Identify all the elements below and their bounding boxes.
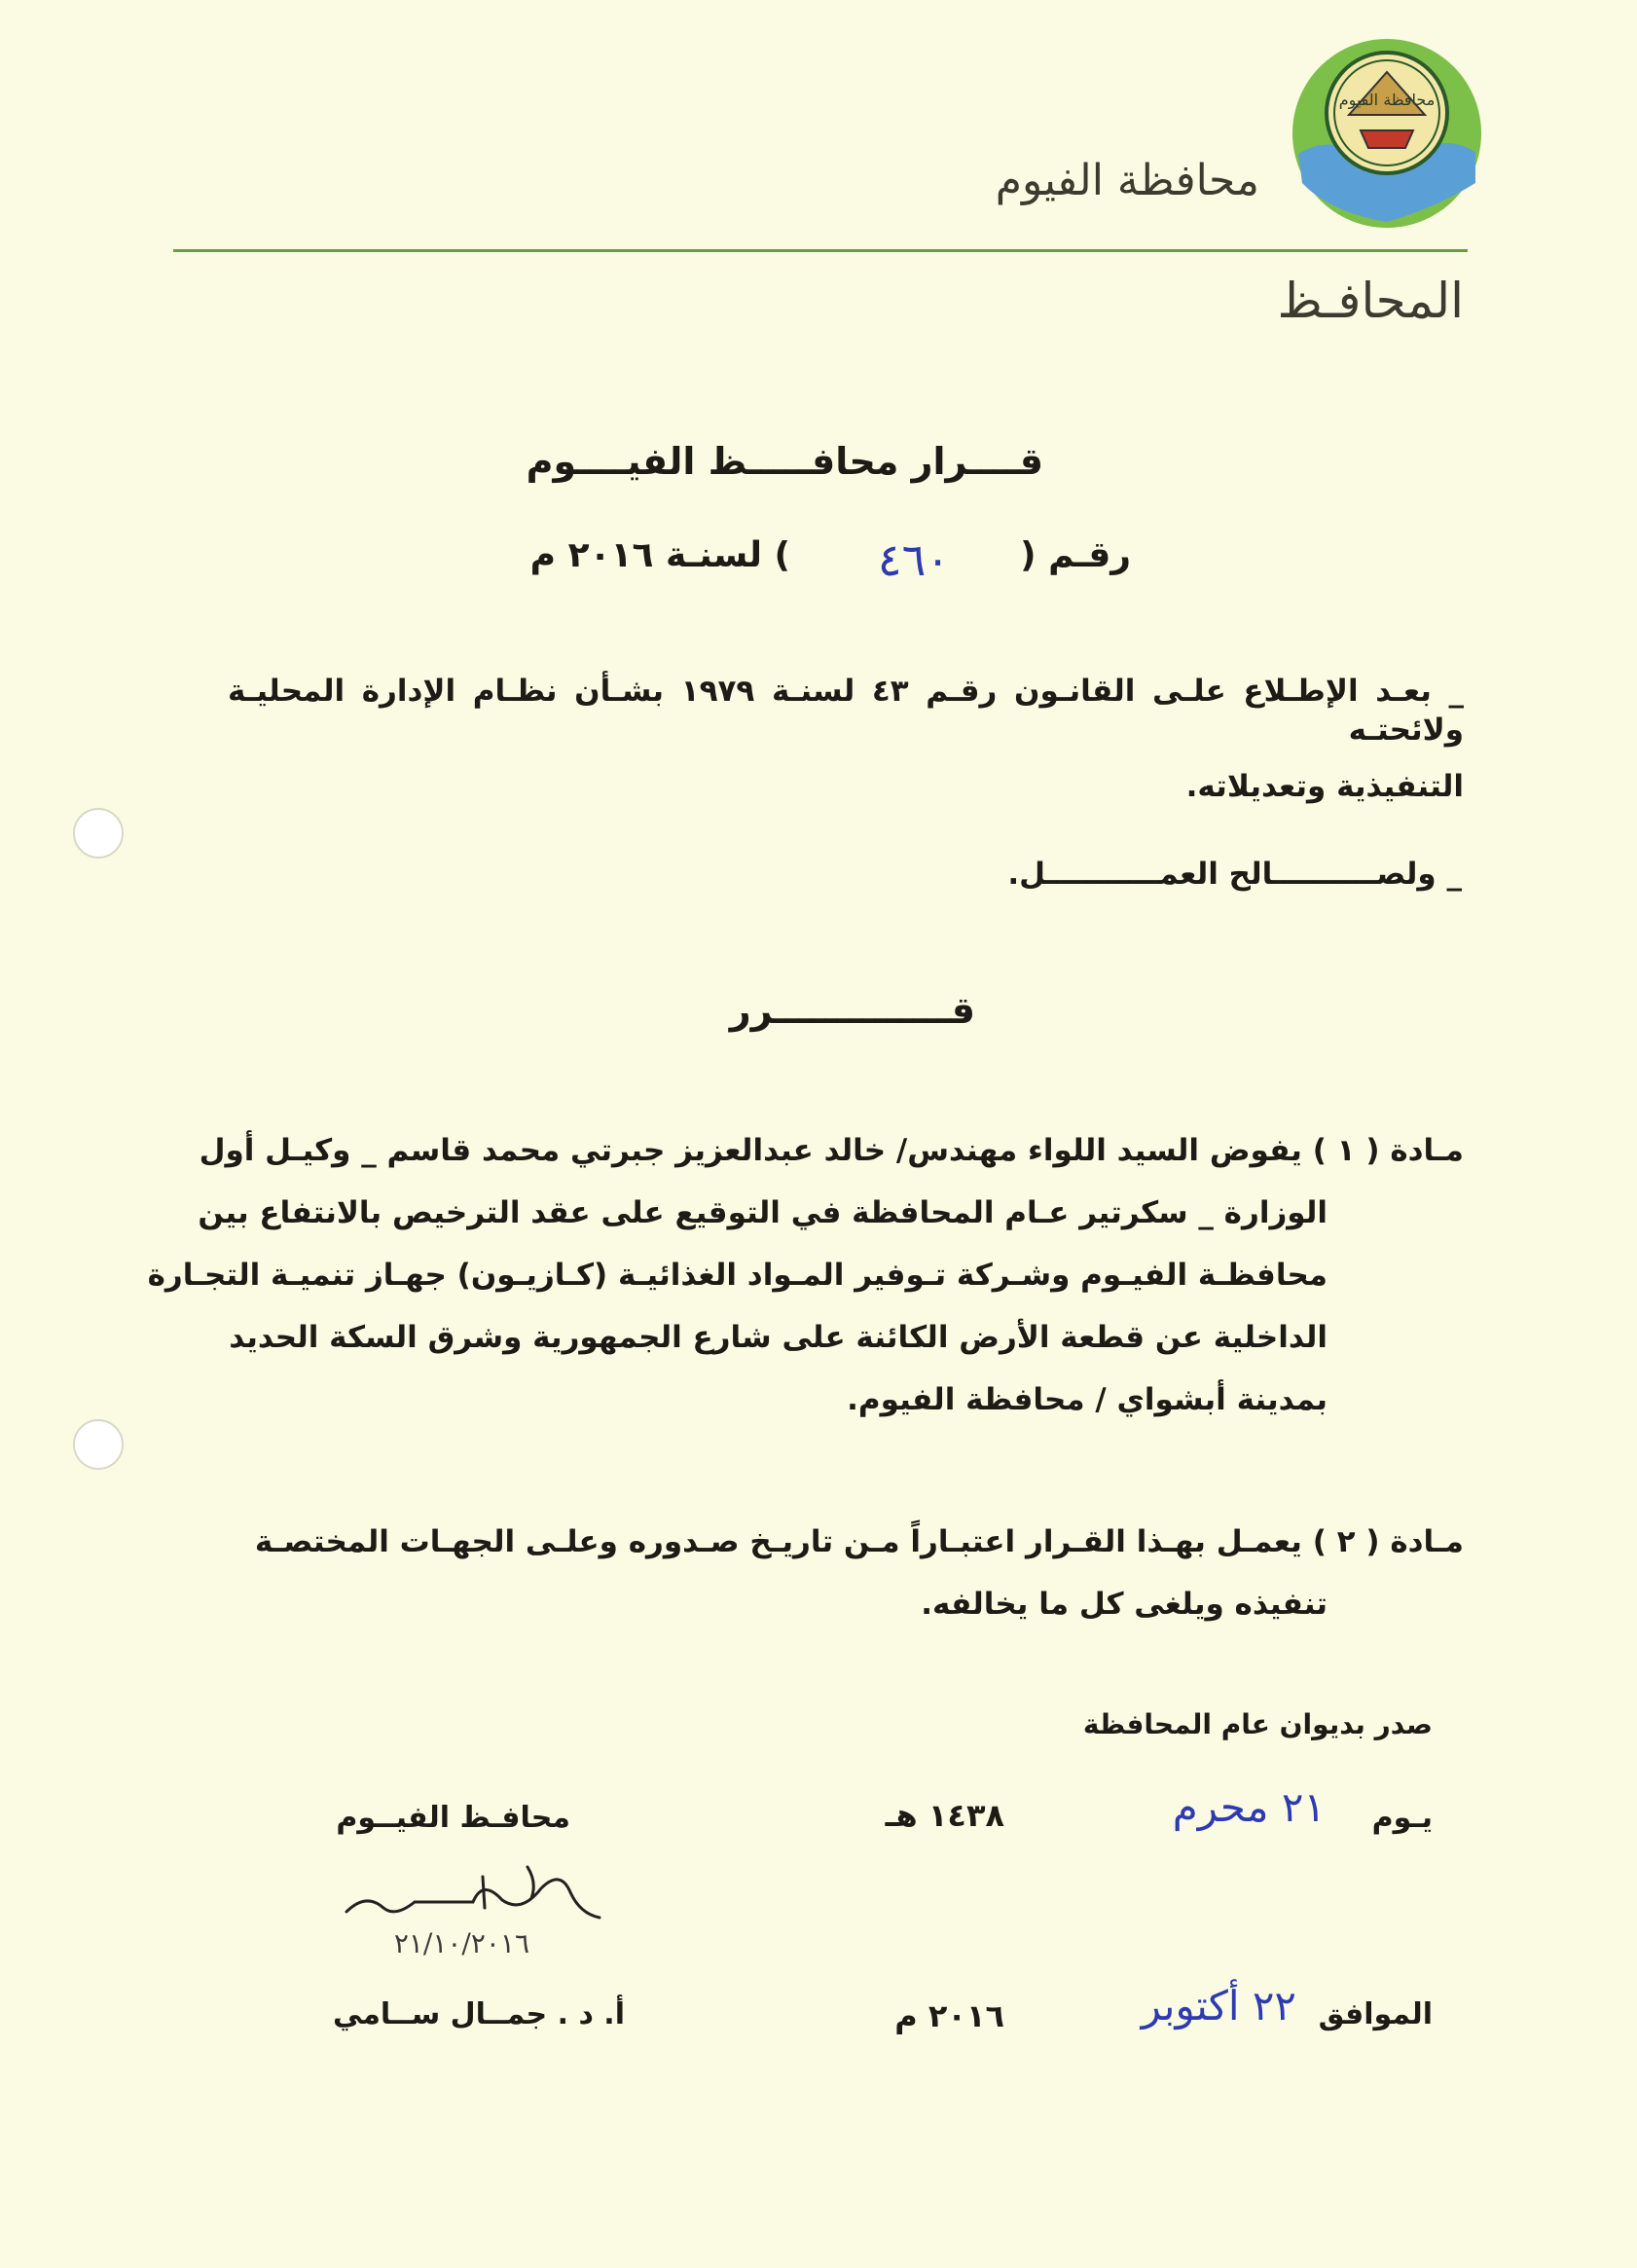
article-1-line: بمدينة أبشواي / محافظة الفيوم. xyxy=(847,1382,1328,1417)
preamble-item-law-line1: _ بعـد الإطـلاع علـى القانـون رقـم ٤٣ لسنـة ١٩٧٩ بشـأن نظـام الإدارة المحليـة ولائحتـه xyxy=(228,674,1464,748)
article-2-line: مـادة ( ٢ ) يعمـل بهـذا القـرار اعتبـاراً مـن تاريـخ صـدوره وعلـى الجهـات المختصـة xyxy=(254,1524,1464,1559)
hijri-year: ١٤٣٨ هـ xyxy=(885,1797,1004,1834)
hijri-day-handwritten: ٢١ محرم xyxy=(1172,1783,1326,1831)
signature-date: ٢١/١٠/٢٠١٦ xyxy=(393,1927,529,1959)
decree-number-handwritten: ٤٦٠ xyxy=(877,533,950,586)
signatory-name: أ. د . جمــال ســامي xyxy=(333,1997,625,2031)
article-1-line: محافظـة الفيـوم وشـركة تـوفير المـواد الغذائيـة (كـازيـون) جهـاز تنميـة التجـارة xyxy=(147,1258,1328,1293)
decree-heading: قــــرار محافـــــظ الفيــــوم xyxy=(526,440,1043,483)
punch-hole xyxy=(73,808,124,859)
governor-office-title: المحافـظ xyxy=(1277,273,1464,329)
governor-signature xyxy=(337,1859,609,1937)
article-1-line: الداخلية عن قطعة الأرض الكائنة على شارع الجمهورية وشرق السكة الحديد xyxy=(229,1320,1328,1355)
fayoum-governorate-emblem-icon xyxy=(1291,37,1483,230)
governorate-name: محافظة الفيوم xyxy=(995,156,1259,205)
day-label: يـوم xyxy=(1371,1801,1433,1835)
gregorian-day-handwritten: ٢٢ أكتوبر xyxy=(1141,1982,1296,2030)
punch-hole xyxy=(73,1419,124,1470)
preamble-item-interest: _ ولصــــــــــالح العمـــــــــــل. xyxy=(1007,857,1462,892)
article-1-line: الوزارة _ سكرتير عـام المحافظة في التوقيع على عقد الترخيص بالانتفاع بين xyxy=(198,1195,1328,1230)
preamble-item-law-line2: التنفيذية وتعديلاته. xyxy=(1185,769,1464,804)
article-1-line: مـادة ( ١ ) يفوض السيد اللواء مهندس/ خالد عبدالعزيز جبرتي محمد قاسم _ وكيـل أول xyxy=(199,1133,1464,1168)
issued-at: صدر بديوان عام المحافظة xyxy=(1082,1708,1433,1740)
article-1 xyxy=(147,1129,1464,1421)
decree-year: ) لسنـة ٢٠١٦ م xyxy=(529,535,790,575)
gregorian-year: ٢٠١٦ م xyxy=(894,1997,1004,2034)
svg-text:محافظة الفيوم: محافظة الفيوم xyxy=(1338,91,1436,109)
decree-number-label: رقـم ( xyxy=(1020,535,1131,575)
article-2 xyxy=(228,1520,1464,1626)
signatory-title: محافـظ الفيــوم xyxy=(336,1801,570,1835)
corresponding-label: الموافق xyxy=(1318,1997,1433,2031)
preamble-item-law xyxy=(228,672,1464,806)
header-divider xyxy=(173,249,1468,252)
decree-number-row xyxy=(430,533,1131,596)
article-2-line: تنفيذه ويلغى كل ما يخالفه. xyxy=(921,1587,1328,1622)
decision-heading: قــــــــــــــرر xyxy=(729,989,975,1032)
